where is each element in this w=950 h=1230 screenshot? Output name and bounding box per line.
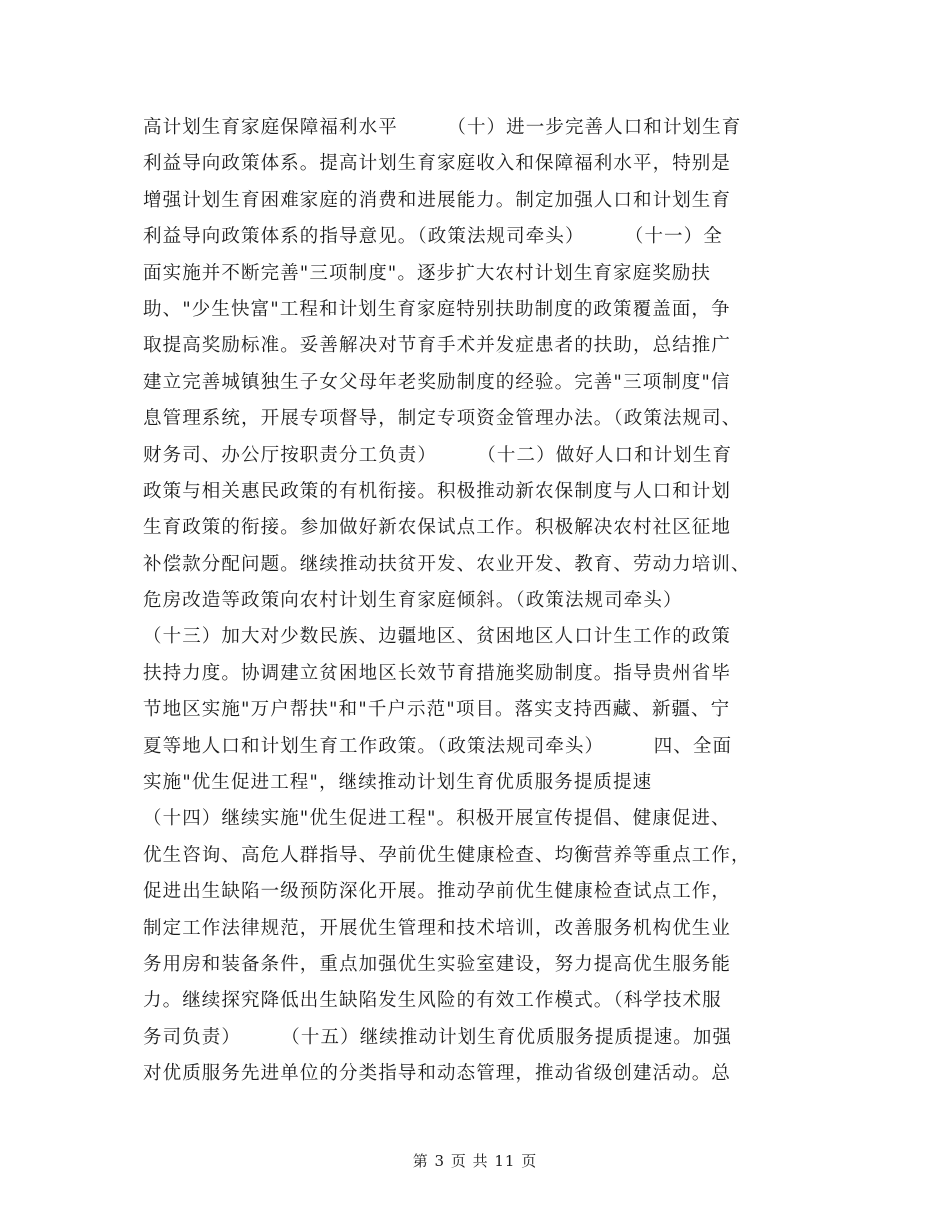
- text-line: 息管理系统，开展专项督导，制定专项资金管理办法。（政策法规司、: [143, 408, 742, 430]
- text-line: 扶持力度。协调建立贫困地区长效节育措施奖励制度。指导贵州省毕: [143, 662, 732, 684]
- text-line: 利益导向政策体系的指导意见。（政策法规司牵头） （十一）全: [143, 226, 723, 248]
- text-line: 危房改造等政策向农村计划生育家庭倾斜。（政策法规司牵头）: [143, 590, 683, 612]
- text-line: 节地区实施"万户帮扶"和"千户示范"项目。落实支持西藏、新疆、宁: [143, 699, 731, 721]
- text-line: 夏等地人口和计划生育工作政策。（政策法规司牵头） 四、全面: [143, 735, 733, 757]
- text-line: 促进出生缺陷一级预防深化开展。推动孕前优生健康检查试点工作，: [143, 881, 732, 903]
- text-line: 力。继续探究降低出生缺陷发生风险的有效工作模式。（科学技术服: [143, 990, 722, 1012]
- text-line: 利益导向政策体系。提高计划生育家庭收入和保障福利水平，特别是: [143, 153, 732, 175]
- text-line: 制定工作法律规范，开展优生管理和技术培训，改善服务机构优生业: [143, 917, 732, 939]
- text-line: 生育政策的衔接。参加做好新农保试点工作。积极解决农村社区征地: [143, 517, 732, 539]
- text-line: 政策与相关惠民政策的有机衔接。积极推动新农保制度与人口和计划: [143, 480, 732, 502]
- text-line: 务司负责） （十五）继续推动计划生育优质服务提质提速。加强: [143, 1026, 733, 1048]
- text-line: （十三）加大对少数民族、边疆地区、贫困地区人口计生工作的政策: [143, 626, 732, 648]
- text-line: 建立完善城镇独生子女父母年老奖励制度的经验。完善"三项制度"信: [143, 371, 731, 393]
- page-number-footer: 第 3 页 共 11 页: [412, 1152, 538, 1170]
- text-line: （十四）继续实施"优生促进工程"。积极开展宣传提倡、健康促进、: [143, 808, 731, 830]
- text-line: 务用房和装备条件，重点加强优生实验室建设，努力提高优生服务能: [143, 953, 732, 975]
- text-line: 实施"优生促进工程"，继续推动计划生育优质服务提质提速: [143, 772, 653, 794]
- text-line: 面实施并不断完善"三项制度"。逐步扩大农村计划生育家庭奖励扶: [143, 262, 712, 284]
- text-line: 助、"少生快富"工程和计划生育家庭特别扶助制度的政策覆盖面，争: [143, 298, 731, 320]
- text-line: 对优质服务先进单位的分类指导和动态管理，推动省级创建活动。总: [143, 1063, 732, 1085]
- text-line: 补偿款分配问题。继续推动扶贫开发、农业开发、教育、劳动力培训、: [143, 553, 751, 575]
- text-line: 增强计划生育困难家庭的消费和进展能力。制定加强人口和计划生育: [143, 189, 732, 211]
- text-line: 优生咨询、高危人群指导、孕前优生健康检查、均衡营养等重点工作，: [143, 844, 751, 866]
- text-line: 高计划生育家庭保障福利水平 （十）进一步完善人口和计划生育: [143, 117, 742, 138]
- body-text: [143, 110, 823, 1093]
- text-line: 财务司、办公厅按职责分工负责） （十二）做好人口和计划生育: [143, 444, 733, 466]
- text-line: 取提高奖励标准。妥善解决对节育手术并发症患者的扶助，总结推广: [143, 335, 732, 357]
